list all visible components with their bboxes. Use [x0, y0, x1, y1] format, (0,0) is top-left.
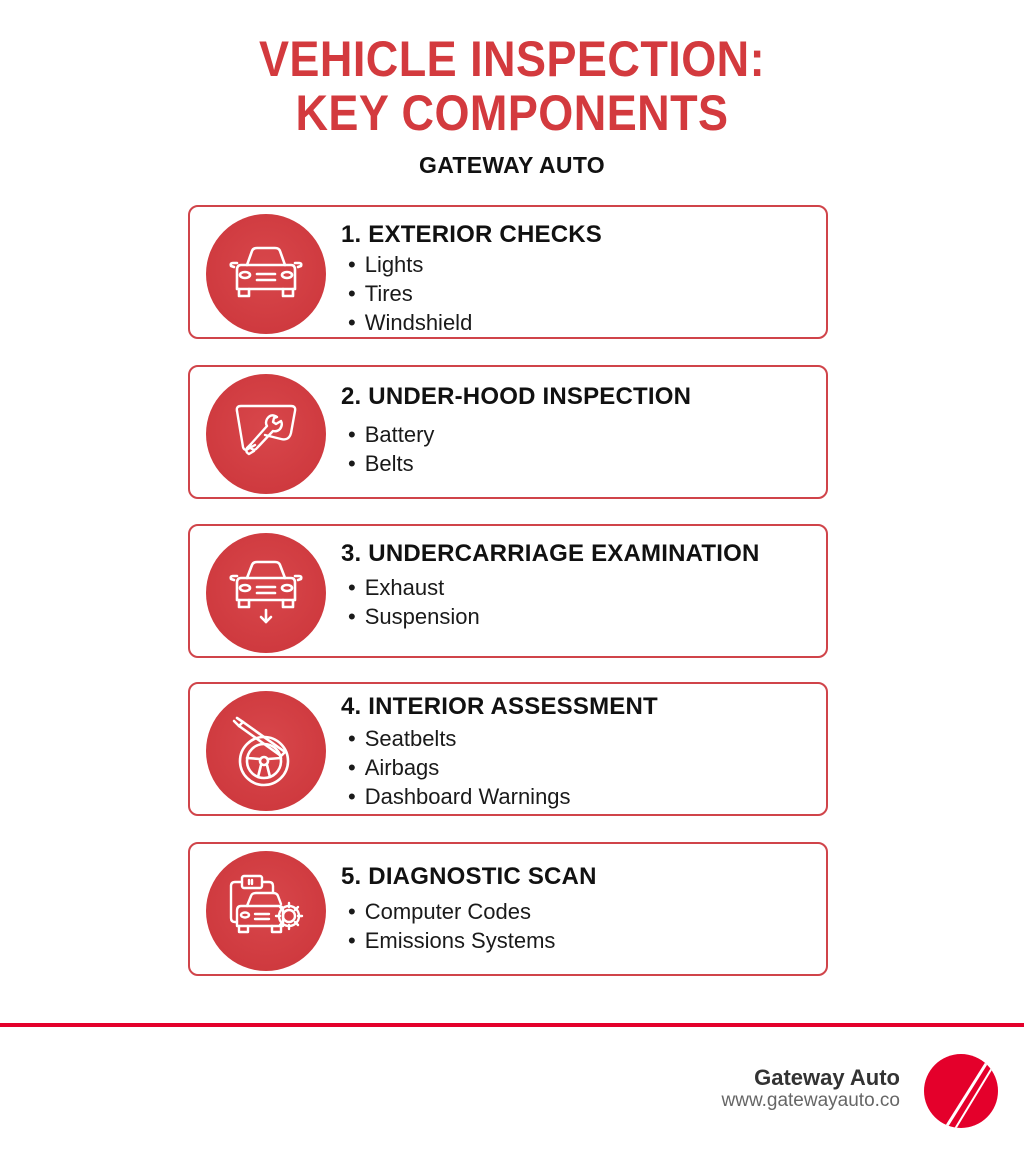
section-item-list — [348, 897, 555, 955]
list-item: • Airbags — [348, 753, 571, 782]
section-heading: 3. UNDERCARRIAGE EXAMINATION — [341, 540, 760, 567]
title-line-2: KEY COMPONENTS — [295, 85, 729, 141]
section-card-under-hood — [188, 365, 828, 499]
list-item: • Computer Codes — [348, 897, 555, 926]
steering-wheel-seatbelt-icon — [206, 691, 326, 811]
list-item: • Exhaust — [348, 573, 480, 602]
car-front-icon — [206, 214, 326, 334]
section-item-list — [348, 250, 472, 337]
road-circle-logo-icon — [923, 1053, 999, 1129]
list-item: • Belts — [348, 449, 434, 478]
footer-brand-url[interactable]: www.gatewayauto.co — [721, 1090, 900, 1111]
list-item: • Windshield — [348, 308, 472, 337]
section-card-exterior — [188, 205, 828, 339]
section-heading: 2. UNDER-HOOD INSPECTION — [341, 383, 692, 410]
section-card-interior — [188, 682, 828, 816]
section-heading: 4. INTERIOR ASSESSMENT — [341, 693, 658, 720]
list-item: • Lights — [348, 250, 472, 279]
list-item: • Seatbelts — [348, 724, 571, 753]
section-card-diagnostic — [188, 842, 828, 976]
section-card-undercarriage — [188, 524, 828, 658]
list-item: • Emissions Systems — [348, 926, 555, 955]
list-item: • Battery — [348, 420, 434, 449]
car-down-arrow-icon — [206, 533, 326, 653]
section-item-list — [348, 724, 571, 811]
section-heading: 1. EXTERIOR CHECKS — [341, 221, 602, 248]
car-diagnostic-gear-icon — [206, 851, 326, 971]
section-item-list — [348, 573, 480, 631]
section-item-list — [348, 420, 434, 478]
title-line-1: VEHICLE INSPECTION: — [258, 31, 766, 87]
hood-wrench-icon — [206, 374, 326, 494]
footer-brand-name: Gateway Auto — [754, 1065, 900, 1090]
section-heading: 5. DIAGNOSTIC SCAN — [341, 863, 597, 890]
list-item: • Dashboard Warnings — [348, 782, 571, 811]
footer-divider — [0, 1023, 1024, 1027]
subtitle: GATEWAY AUTO — [419, 152, 605, 178]
list-item: • Suspension — [348, 602, 480, 631]
list-item: • Tires — [348, 279, 472, 308]
